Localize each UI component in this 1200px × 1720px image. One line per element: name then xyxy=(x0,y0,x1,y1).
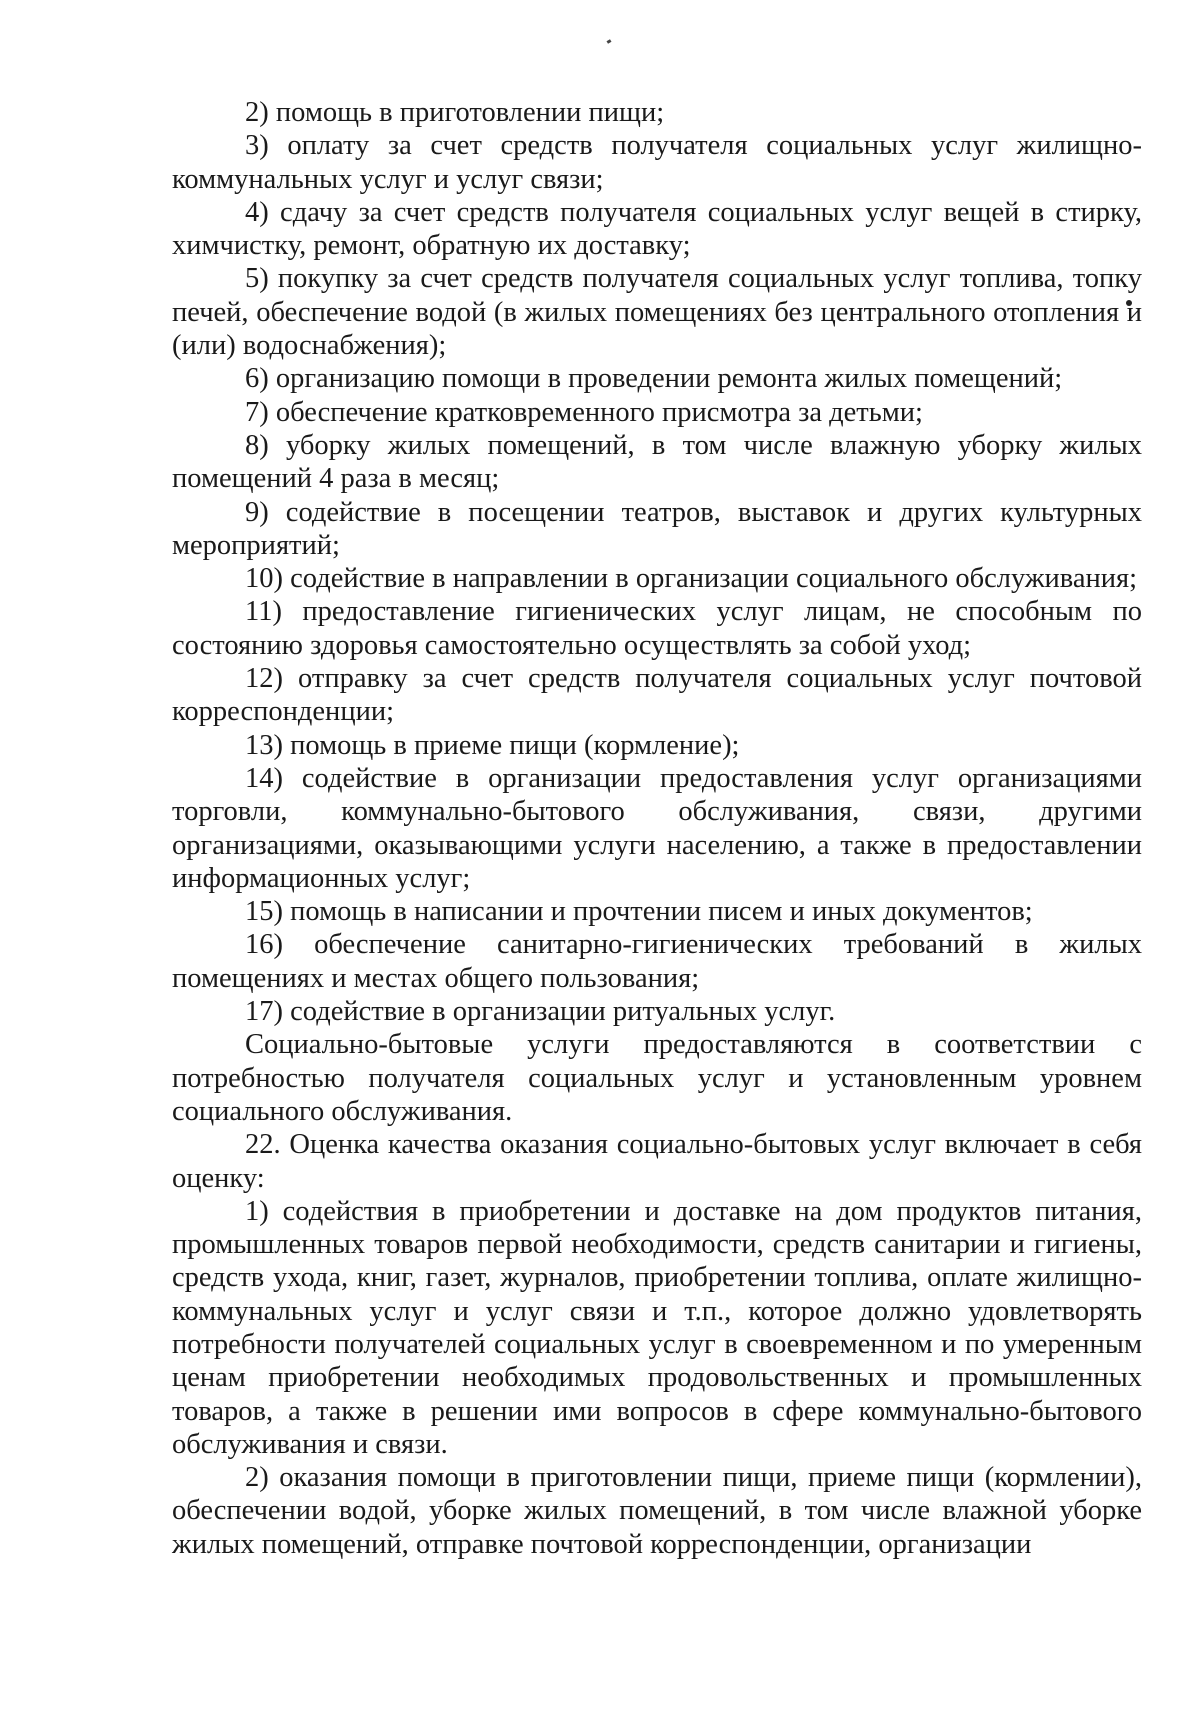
document-body xyxy=(172,96,1142,1561)
scan-speck xyxy=(607,39,612,44)
paragraph: 8) уборку жилых помещений, в том числе влажную уборку жилых помещений 4 раза в месяц; xyxy=(172,429,1142,495)
paragraph: 7) обеспечение кратковременного присмотра за детьми; xyxy=(245,396,923,428)
paragraph: 22. Оценка качества оказания социально-бытовых услуг включает в себя оценку: xyxy=(172,1129,1142,1194)
paragraph: 9) содействие в посещении театров, выставок и других культурных мероприятий; xyxy=(172,496,1142,561)
paragraph: 17) содействие в организации ритуальных услуг. xyxy=(245,996,836,1028)
paragraph: 10) содействие в направлении в организации социального обслуживания; xyxy=(245,563,1138,595)
paragraph: 1) содействия в приобретении и доставке на дом продуктов питания, промышленных товаров первой необходимости, средств санитарии и гигиены, средств ухода, книг, газет, журналов, приобретении топлива, оплате жилищно-коммунальных услуг и услуг связи и т.п., которое должно удовлетворять потребности получателей социальных услуг в своевременном и по умеренным ценам приобретении необходимых продовольственных и промышленных товаров, а также в решении ими вопросов в сфере коммунально-бытового обслуживания и связи. xyxy=(172,1195,1142,1460)
paragraph: 16) обеспечение санитарно-гигиенических требований в жилых помещениях и местах общего пользования; xyxy=(172,929,1142,994)
paragraph: 5) покупку за счет средств получателя социальных услуг топлива, топку печей, обеспечение водой (в жилых помещениях без центрального отопления и (или) водоснабжения); xyxy=(172,263,1142,362)
paragraph: 4) сдачу за счет средств получателя социальных услуг вещей в стирку, химчистку, ремонт, обратную их доставку; xyxy=(172,196,1142,262)
paragraph: 3) оплату за счет средств получателя социальных услуг жилищно-коммунальных услуг и услуг связи; xyxy=(172,130,1142,195)
paragraph: 2) оказания помощи в приготовлении пищи, приеме пищи (кормлении), обеспечении водой, уборке жилых помещений, в том числе влажной уборке жилых помещений, отправке почтовой корреспонденции, организации xyxy=(172,1462,1142,1560)
paragraph: Социально-бытовые услуги предоставляются в соответствии с потребностью получателя социальных услуг и установленным уровнем социального обслуживания. xyxy=(172,1029,1142,1127)
paragraph: 14) содействие в организации предоставления услуг организациями торговли, коммунально-бытового обслуживания, связи, другими организациями, оказывающими услуги населению, а также в предоставлении информационных услуг; xyxy=(172,762,1142,894)
paragraph: 11) предоставление гигиенических услуг лицам, не способным по состоянию здоровья самостоятельно осуществлять за собой уход; xyxy=(172,596,1142,661)
paragraph: 15) помощь в написании и прочтении писем и иных документов; xyxy=(245,896,1033,928)
paragraph: 13) помощь в приеме пищи (кормление); xyxy=(245,729,740,761)
paragraph: 2) помощь в приготовлении пищи; xyxy=(245,97,665,128)
paragraph: 12) отправку за счет средств получателя социальных услуг почтовой корреспонденции; xyxy=(172,663,1142,728)
paragraph: 6) организацию помощи в проведении ремонта жилых помещений; xyxy=(245,363,1063,395)
